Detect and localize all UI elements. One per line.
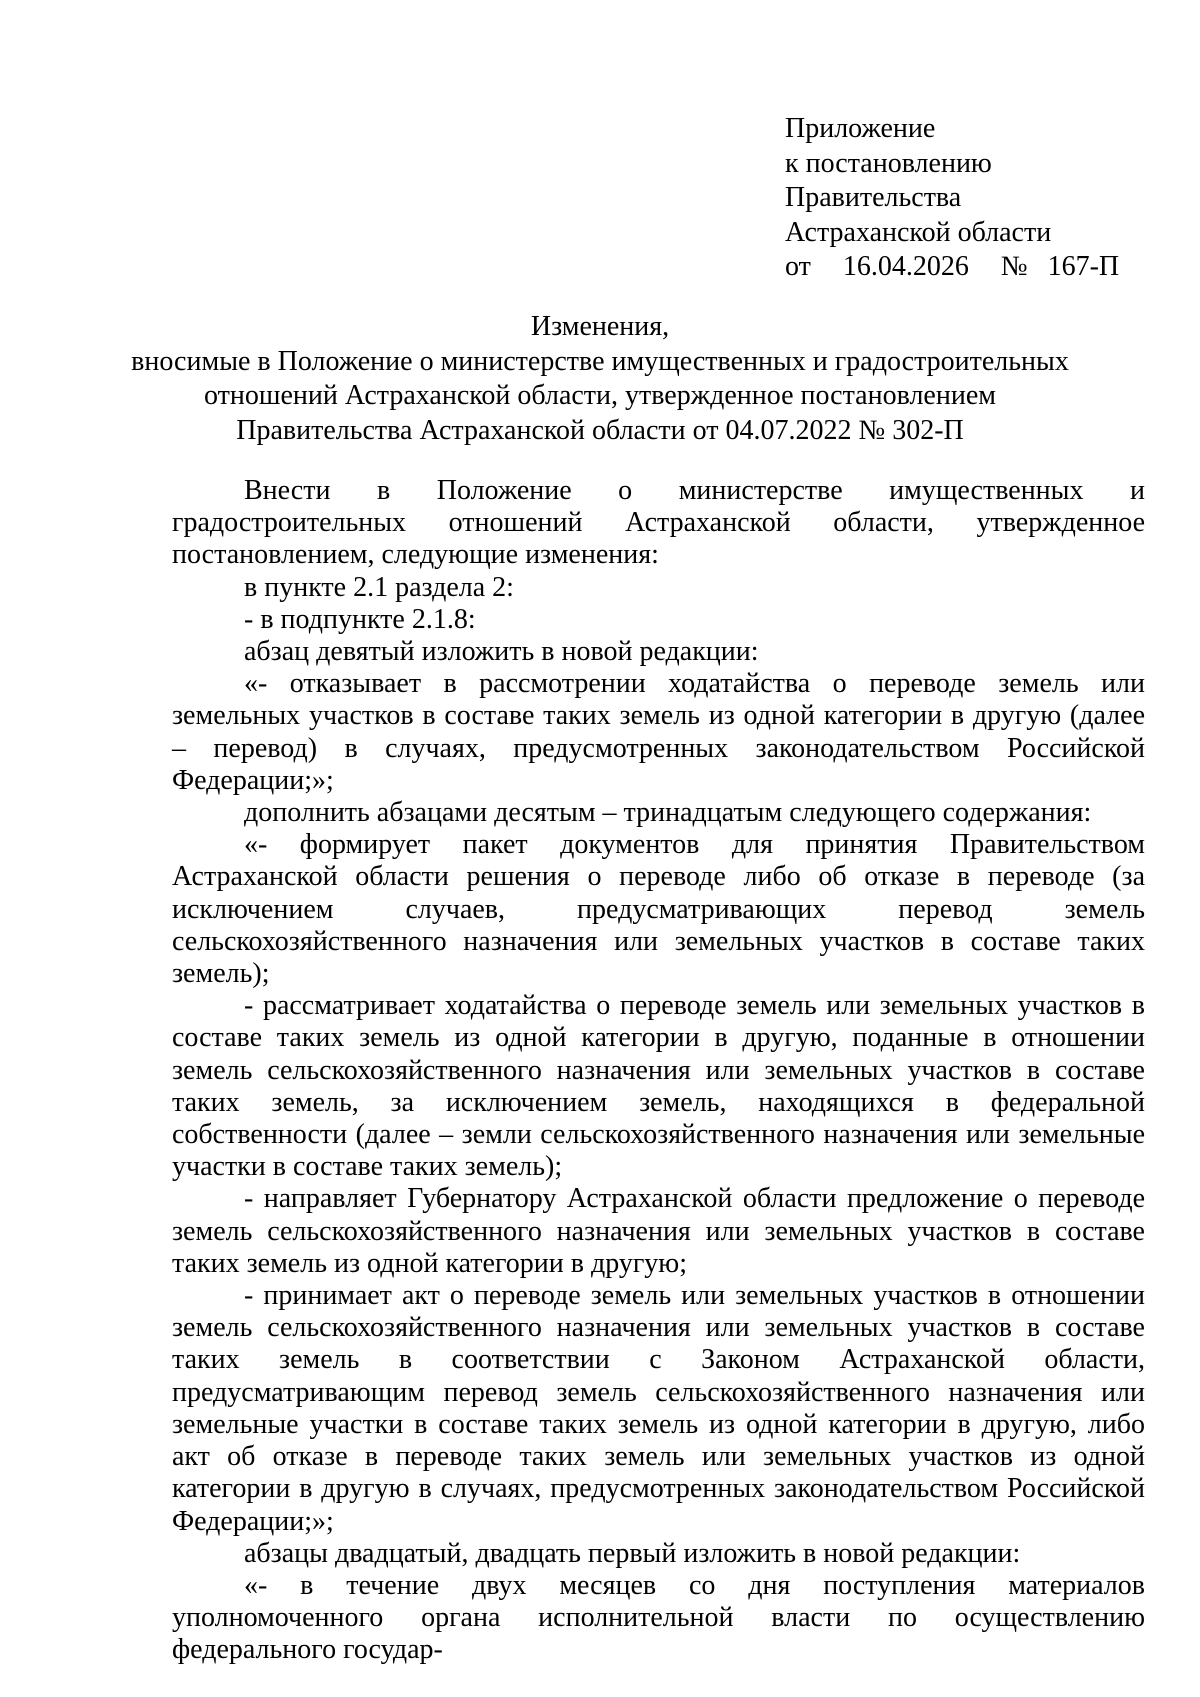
paragraph: Внести в Положение о министерстве имущественных и градостроительных отношений Астраханской области, утвержденное постановлением, следующие изменения:	[172, 475, 1145, 571]
appendix-line-3: Правительства	[785, 182, 962, 213]
paragraph: - в подпункте 2.1.8:	[244, 603, 476, 635]
number-sign: №	[1000, 251, 1028, 282]
appendix-date-line	[785, 250, 1185, 285]
resolution-date: 16.04.2026	[842, 251, 969, 282]
appendix-header	[785, 112, 1185, 285]
paragraph: - направляет Губернатору Астраханской области предложение о переводе земель сельскохозяйственного назначения или земельных участков в составе таких земель из одной категории в другую;	[172, 1183, 1145, 1279]
paragraph: абзацы двадцатый, двадцать первый изложить в новой редакции:	[244, 1537, 1021, 1569]
document-body	[172, 475, 1145, 1667]
paragraph: - рассматривает ходатайства о переводе земель или земельных участков в составе таких земель из одной категории в другую, поданные в отношении земель сельскохозяйственного назначения или земельных участков в составе таких земель, за исключением земель, находящихся в федеральной собственности (далее – земли сельскохозяйственного назначения или земельные участки в составе таких земель);	[172, 990, 1145, 1183]
title-line-2: вносимые в Положение о министерстве имущественных и градостроительных	[131, 345, 1069, 377]
paragraph: «- формирует пакет документов для принятия Правительством Астраханской области решения о переводе либо об отказе в переводе (за исключением случаев, предусматривающих перевод земель сельскохозяйственного назначения или земельных участков в составе таких земель);	[172, 829, 1145, 990]
title-line-3: отношений Астраханской области, утвержденное постановлением	[204, 380, 996, 411]
appendix-line-1: Приложение	[785, 113, 936, 144]
paragraph: дополнить абзацами десятым – тринадцатым следующего содержания:	[244, 797, 1092, 829]
paragraph: - принимает акт о переводе земель или земельных участков в отношении земель сельскохозяйственного назначения или земельных участков в составе таких земель в соответствии с Законом Астраханской области, предусматривающим перевод земель сельскохозяйственного назначения или земельные участки в составе таких земель из одной категории в другую, либо акт об отказе в переводе таких земель или земельных участков из одной категории в другую в случаях, предусмотренных законодательством Российской Федерации;»;	[172, 1280, 1145, 1537]
date-prefix: от	[785, 251, 811, 282]
appendix-line-2: к постановлению	[785, 147, 992, 179]
paragraph: абзац девятый изложить в новой редакции:	[244, 636, 759, 668]
resolution-number: 167-П	[1047, 251, 1120, 282]
appendix-line-4: Астраханской области	[785, 216, 1052, 248]
title-line-4: Правительства Астраханской области от 04.07.2022 № 302-П	[236, 414, 964, 446]
paragraph: «- в течение двух месяцев со дня поступления материалов уполномоченного органа исполнительной власти по осуществлению федерального государ-	[172, 1569, 1145, 1666]
title-line-1: Изменения,	[530, 311, 670, 342]
document-title	[100, 310, 1100, 448]
paragraph: «- отказывает в рассмотрении ходатайства о переводе земель или земельных участков в составе таких земель из одной категории в другую (далее – перевод) в случаях, предусмотренных законодательством Российской Федерации;»;	[172, 668, 1145, 796]
paragraph: в пункте 2.1 раздела 2:	[244, 571, 514, 603]
